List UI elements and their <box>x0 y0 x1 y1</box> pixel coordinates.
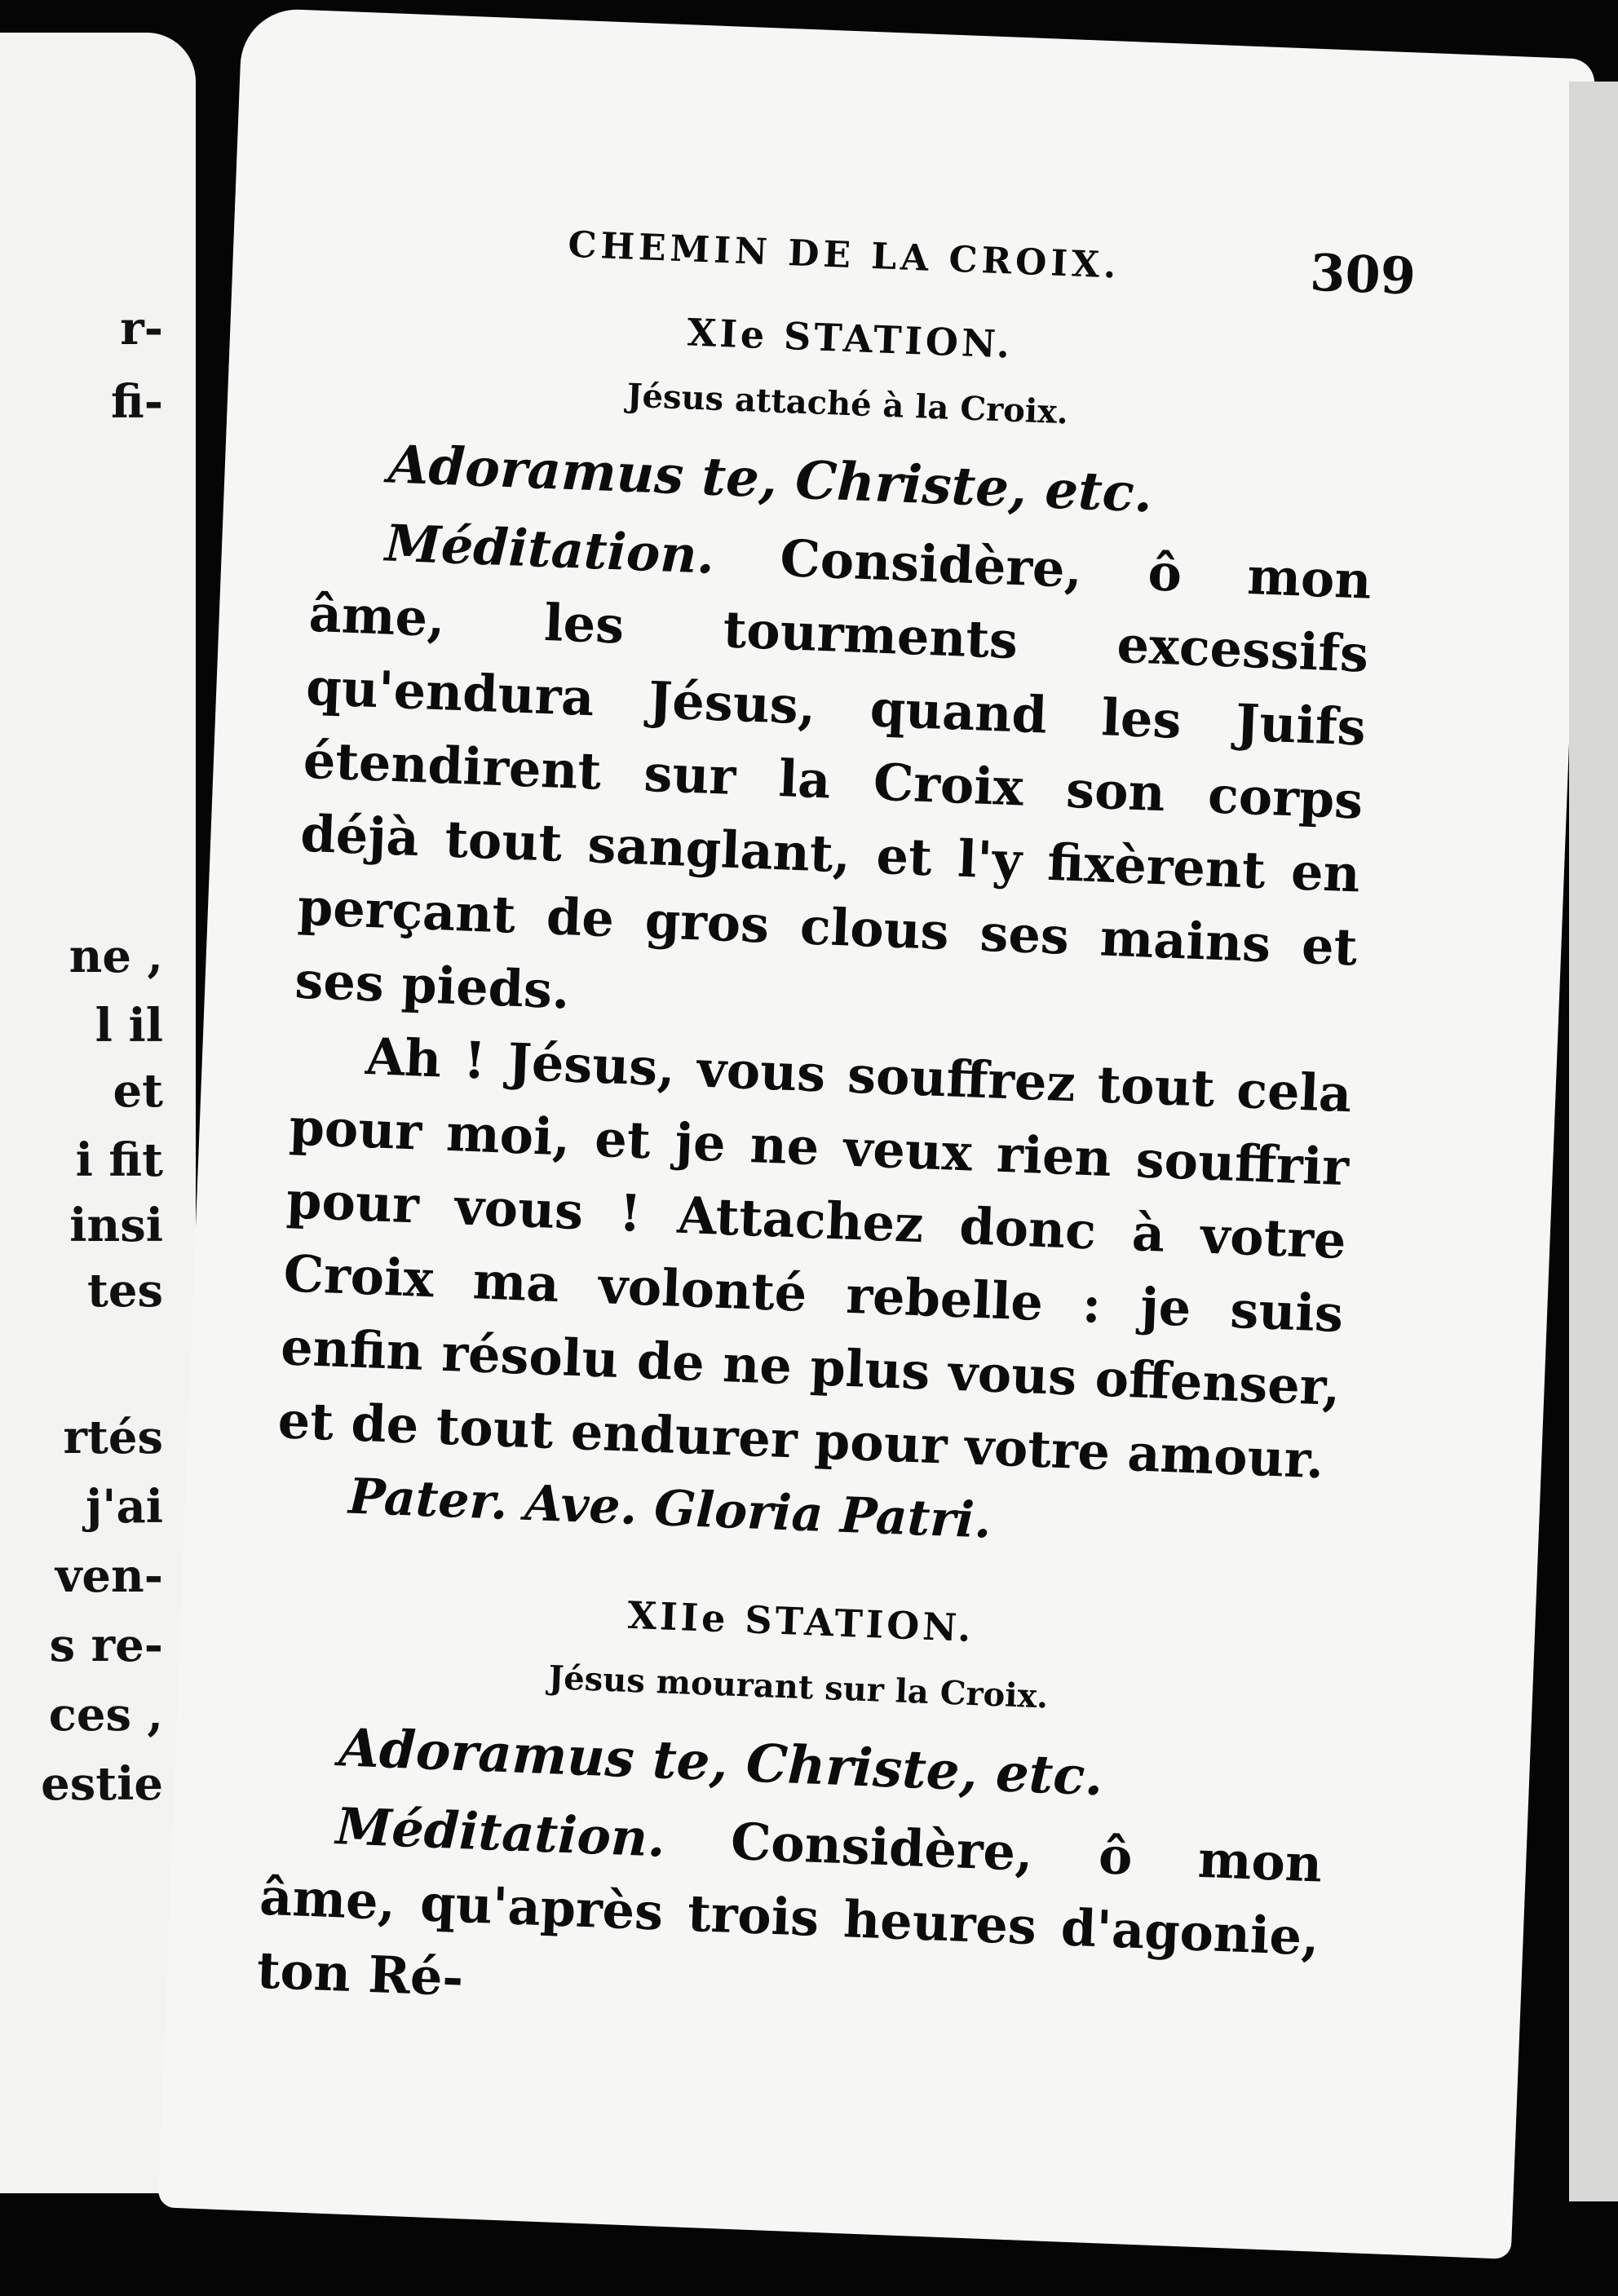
left-line: s re- <box>49 1618 163 1672</box>
station-subtitle: Jésus mourant sur la Croix. <box>547 1658 1050 1716</box>
prayer-paragraph: Ah ! Jésus, vous souffrez tout cela pour moi, et je ne veux rien souffrir pour vous ! Attachez donc à votre Croix ma volonté rebelle : je suis enfin résolu de ne plus vous offenser, et de tout endurer pour votre amour. <box>276 1026 1353 1490</box>
invocation: Adoramus te, Christe, etc. <box>387 434 1154 525</box>
left-line: insi <box>69 1199 163 1252</box>
meditation-label: Méditation. <box>334 1796 666 1869</box>
facing-page-fragment <box>0 33 196 2193</box>
page-number: 309 <box>1309 242 1417 307</box>
meditation-label: Méditation. <box>383 513 716 585</box>
station-heading: XIe STATION. <box>686 310 1015 367</box>
left-line: j'ai <box>86 1480 163 1534</box>
meditation-text: Considère, ô mon âme, qu'après trois heures d'agonie, ton Ré- <box>255 1811 1324 2008</box>
left-line: rtés <box>63 1411 163 1464</box>
meditation-text: Considère, ô mon âme, les tourments excessifs qu'endura Jésus, quand les Juifs étendirent sur la Croix son corps déjà tout sanglant, et l'y fixèrent en perçant de gros clous ses mains et ses pieds. <box>294 528 1373 1021</box>
left-line: et <box>113 1064 163 1118</box>
station-heading: XIIe STATION. <box>626 1592 975 1651</box>
left-line: l il <box>95 999 163 1053</box>
page-content <box>255 214 1417 2047</box>
meditation-paragraph <box>294 504 1373 1057</box>
page-edge <box>1569 82 1618 2201</box>
closing-prayers: Pater. Ave. Gloria Patri. <box>347 1468 992 1550</box>
station-subtitle: Jésus attaché à la Croix. <box>626 376 1069 432</box>
left-line: ne , <box>69 929 163 983</box>
left-line: ces , <box>48 1688 163 1742</box>
running-title: CHEMIN DE LA CROIX. <box>567 223 1121 287</box>
meditation-paragraph <box>255 1787 1323 2048</box>
invocation: Adoramus te, Christe, etc. <box>338 1717 1104 1808</box>
book-page <box>158 7 1595 2259</box>
left-line: fi- <box>111 375 163 429</box>
left-line: tes <box>86 1264 163 1318</box>
left-line: i fit <box>75 1133 163 1187</box>
left-line: r- <box>120 302 163 355</box>
left-line: ven- <box>55 1549 163 1603</box>
left-line: estie <box>41 1757 163 1811</box>
